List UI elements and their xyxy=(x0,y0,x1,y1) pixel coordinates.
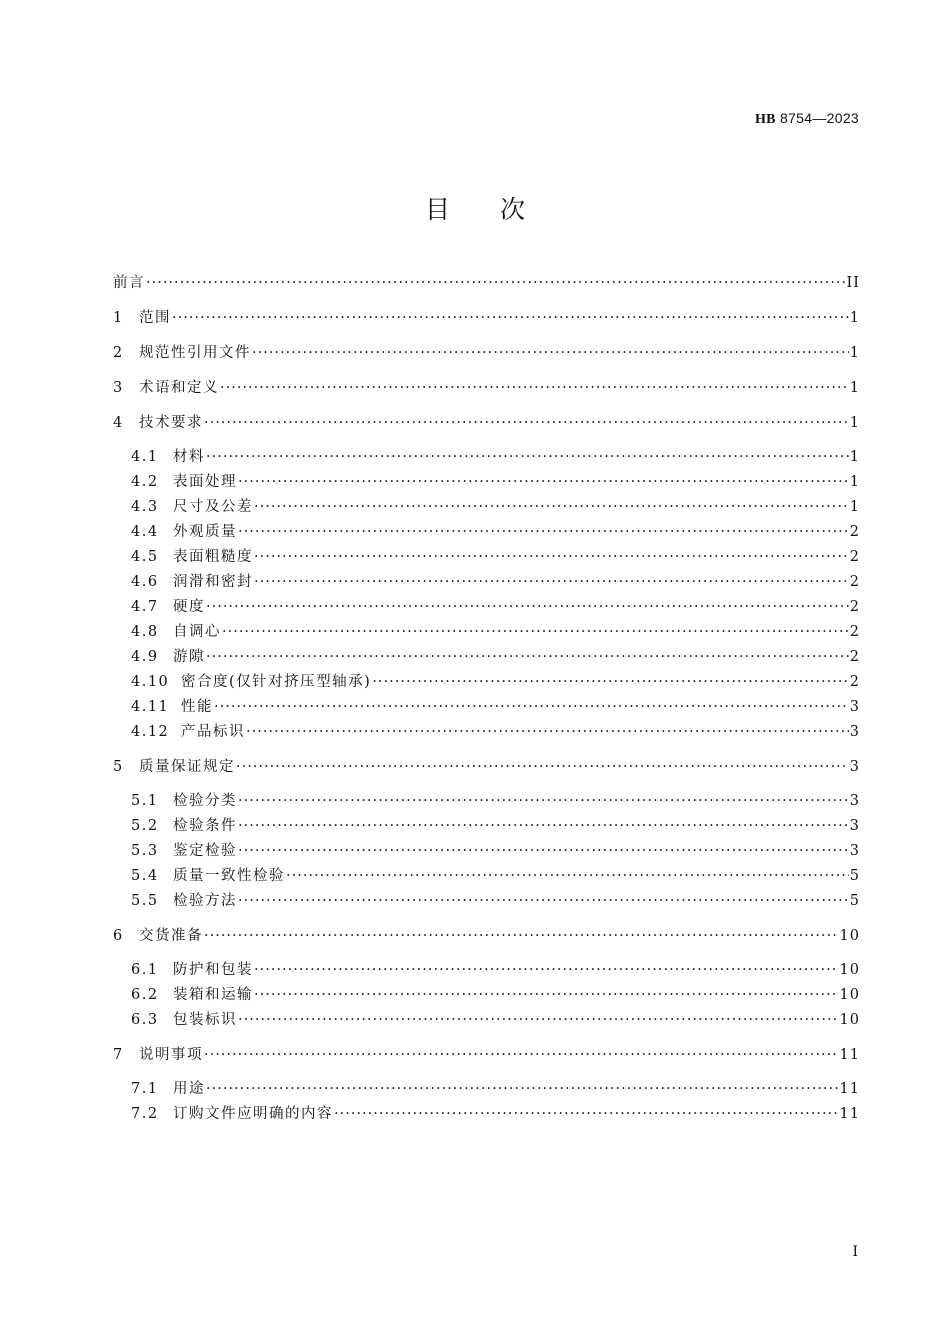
toc-dot-leader xyxy=(254,570,849,595)
toc-entry-label: 自调心 xyxy=(173,624,221,640)
toc-entry-number: 5.3 xyxy=(131,843,159,859)
toc-entry-page: 1 xyxy=(849,310,860,326)
toc-entry-page: 10 xyxy=(839,962,860,978)
toc-entry-number: 4.4 xyxy=(131,524,159,540)
toc-entry-label: 技术要求 xyxy=(139,415,203,431)
toc-entry-label: 规范性引用文件 xyxy=(139,345,251,361)
toc-entry[interactable] xyxy=(113,1077,860,1102)
toc-dot-leader xyxy=(146,270,846,296)
toc-entry-number: 4.2 xyxy=(131,474,159,490)
toc-entry[interactable] xyxy=(113,789,860,814)
toc-entry-page: 10 xyxy=(839,928,860,944)
toc-dot-leader xyxy=(204,923,839,949)
toc-entry[interactable] xyxy=(113,889,860,914)
toc-entry-number: 4.9 xyxy=(131,649,159,665)
toc-entry-page: II xyxy=(846,275,860,291)
toc-dot-leader xyxy=(252,340,849,366)
toc-entry-page: 3 xyxy=(849,759,860,775)
toc-entry-label: 质量一致性检验 xyxy=(173,868,285,884)
toc-entry-label: 产品标识 xyxy=(181,724,245,740)
toc-entry-number: 4.5 xyxy=(131,549,159,565)
toc-entry-number: 2 xyxy=(113,345,124,361)
toc-entry[interactable] xyxy=(113,923,860,949)
toc-entry-label: 材料 xyxy=(173,449,205,465)
toc-entry-page: 10 xyxy=(839,987,860,1003)
toc-dot-leader xyxy=(286,864,849,889)
toc-entry-label: 用途 xyxy=(173,1081,205,1097)
toc-entry-page: 1 xyxy=(849,380,860,396)
toc-dot-leader xyxy=(222,620,849,645)
toc-dot-leader xyxy=(236,754,849,780)
toc-entry[interactable] xyxy=(113,670,860,695)
toc-dot-leader xyxy=(254,983,839,1008)
toc-entry-number: 5 xyxy=(113,759,124,775)
toc-entry-page: 2 xyxy=(849,524,860,540)
toc-entry-page: 5 xyxy=(849,893,860,909)
toc-entry-label: 范围 xyxy=(139,310,171,326)
table-of-contents xyxy=(113,270,860,1127)
toc-dot-leader xyxy=(214,695,849,720)
toc-entry-page: 1 xyxy=(849,449,860,465)
toc-entry-label: 润滑和密封 xyxy=(173,574,253,590)
toc-entry-page: 2 xyxy=(849,549,860,565)
toc-entry[interactable] xyxy=(113,520,860,545)
toc-entry-page: 1 xyxy=(849,415,860,431)
toc-entry-page: 1 xyxy=(849,474,860,490)
toc-entry-label: 游隙 xyxy=(173,649,205,665)
document-code-number: 8754—2023 xyxy=(775,110,859,126)
toc-entry-number: 4.3 xyxy=(131,499,159,515)
toc-dot-leader xyxy=(220,375,849,401)
toc-entry-page: 3 xyxy=(849,818,860,834)
toc-entry-label: 质量保证规定 xyxy=(139,759,235,775)
toc-entry-label: 检验方法 xyxy=(173,893,237,909)
toc-entry[interactable] xyxy=(113,720,860,745)
page-number: I xyxy=(852,1244,858,1260)
toc-dot-leader xyxy=(206,445,849,470)
toc-entry-number: 6.3 xyxy=(131,1012,159,1028)
toc-entry[interactable] xyxy=(113,983,860,1008)
toc-entry-page: 2 xyxy=(849,649,860,665)
toc-entry-number: 7.1 xyxy=(131,1081,159,1097)
toc-entry-label: 尺寸及公差 xyxy=(173,499,253,515)
toc-entry-label: 检验分类 xyxy=(173,793,237,809)
toc-entry-number: 4.8 xyxy=(131,624,159,640)
toc-entry-number: 4.10 xyxy=(131,674,170,690)
toc-entry-label: 鉴定检验 xyxy=(173,843,237,859)
toc-dot-leader xyxy=(238,520,849,545)
toc-entry-number: 5.4 xyxy=(131,868,159,884)
toc-entry-number: 4.1 xyxy=(131,449,159,465)
toc-entry[interactable] xyxy=(113,340,860,366)
toc-entry-number: 3 xyxy=(113,380,124,396)
toc-entry[interactable] xyxy=(113,495,860,520)
toc-dot-leader xyxy=(172,305,849,331)
toc-entry-number: 5.5 xyxy=(131,893,159,909)
toc-entry-page: 2 xyxy=(849,674,860,690)
toc-entry-page: 11 xyxy=(839,1081,860,1097)
toc-dot-leader xyxy=(238,839,849,864)
toc-entry-number: 4.12 xyxy=(131,724,170,740)
toc-entry-number: 7.2 xyxy=(131,1106,159,1122)
toc-entry-number: 6.1 xyxy=(131,962,159,978)
toc-entry[interactable] xyxy=(113,1008,860,1033)
toc-entry-page: 2 xyxy=(849,574,860,590)
toc-dot-leader xyxy=(372,670,848,695)
toc-entry-number: 4.7 xyxy=(131,599,159,615)
toc-entry-number: 1 xyxy=(113,310,124,326)
toc-entry[interactable] xyxy=(113,1102,860,1127)
toc-entry-label: 装箱和运输 xyxy=(173,987,253,1003)
toc-entry-label: 术语和定义 xyxy=(139,380,219,396)
toc-entry-label: 表面粗糙度 xyxy=(173,549,253,565)
toc-entry[interactable] xyxy=(113,470,860,495)
toc-entry-page: 11 xyxy=(839,1106,860,1122)
toc-dot-leader xyxy=(334,1102,839,1127)
toc-entry-page: 2 xyxy=(849,599,860,615)
toc-entry-page: 1 xyxy=(849,499,860,515)
toc-entry-number: 7 xyxy=(113,1047,124,1063)
toc-entry-label: 前言 xyxy=(113,275,145,291)
toc-dot-leader xyxy=(246,720,849,745)
toc-entry-label: 交货准备 xyxy=(139,928,203,944)
toc-dot-leader xyxy=(254,545,849,570)
toc-entry-number: 5.1 xyxy=(131,793,159,809)
toc-entry-label: 说明事项 xyxy=(139,1047,203,1063)
toc-entry[interactable] xyxy=(113,410,860,436)
toc-entry-page: 3 xyxy=(849,793,860,809)
toc-dot-leader xyxy=(238,470,849,495)
toc-entry-label: 包装标识 xyxy=(173,1012,237,1028)
toc-entry-page: 10 xyxy=(839,1012,860,1028)
toc-entry[interactable] xyxy=(113,645,860,670)
toc-entry-label: 硬度 xyxy=(173,599,205,615)
toc-entry[interactable] xyxy=(113,695,860,720)
toc-entry[interactable] xyxy=(113,754,860,780)
toc-entry-label: 表面处理 xyxy=(173,474,237,490)
toc-entry-label: 防护和包装 xyxy=(173,962,253,978)
toc-entry[interactable] xyxy=(113,595,860,620)
toc-entry-label: 外观质量 xyxy=(173,524,237,540)
toc-entry[interactable] xyxy=(113,1042,860,1068)
toc-dot-leader xyxy=(206,645,849,670)
toc-entry[interactable] xyxy=(113,839,860,864)
toc-entry[interactable] xyxy=(113,305,860,331)
toc-entry-page: 3 xyxy=(849,724,860,740)
toc-entry-label: 订购文件应明确的内容 xyxy=(173,1106,333,1122)
toc-entry-number: 4.11 xyxy=(131,699,170,715)
toc-entry-page: 2 xyxy=(849,624,860,640)
toc-dot-leader xyxy=(238,1008,839,1033)
toc-entry-number: 5.2 xyxy=(131,818,159,834)
toc-entry-label: 密合度(仅针对挤压型轴承) xyxy=(181,674,372,690)
toc-entry[interactable] xyxy=(113,270,860,296)
toc-entry[interactable] xyxy=(113,620,860,645)
toc-entry-number: 4.6 xyxy=(131,574,159,590)
toc-entry-page: 1 xyxy=(849,345,860,361)
toc-entry-number: 6 xyxy=(113,928,124,944)
toc-dot-leader xyxy=(238,814,849,839)
toc-dot-leader xyxy=(204,410,849,436)
toc-entry-number: 4 xyxy=(113,415,124,431)
toc-entry-label: 性能 xyxy=(181,699,213,715)
document-code xyxy=(755,110,859,128)
toc-entry-page: 3 xyxy=(849,699,860,715)
toc-entry-number: 6.2 xyxy=(131,987,159,1003)
toc-dot-leader xyxy=(254,495,849,520)
toc-entry[interactable] xyxy=(113,445,860,470)
toc-entry[interactable] xyxy=(113,864,860,889)
toc-entry[interactable] xyxy=(113,814,860,839)
toc-entry-page: 11 xyxy=(839,1047,860,1063)
toc-entry-page: 5 xyxy=(849,868,860,884)
toc-dot-leader xyxy=(254,958,839,983)
toc-dot-leader xyxy=(238,889,849,914)
toc-entry[interactable] xyxy=(113,375,860,401)
toc-dot-leader xyxy=(206,595,849,620)
toc-entry-page: 3 xyxy=(849,843,860,859)
toc-entry[interactable] xyxy=(113,958,860,983)
toc-dot-leader xyxy=(204,1042,839,1068)
toc-entry-label: 检验条件 xyxy=(173,818,237,834)
toc-entry[interactable] xyxy=(113,570,860,595)
toc-dot-leader xyxy=(206,1077,839,1102)
document-code-prefix: HB xyxy=(754,112,776,127)
toc-entry[interactable] xyxy=(113,545,860,570)
toc-dot-leader xyxy=(238,789,849,814)
page-title: 目次 xyxy=(424,195,575,224)
